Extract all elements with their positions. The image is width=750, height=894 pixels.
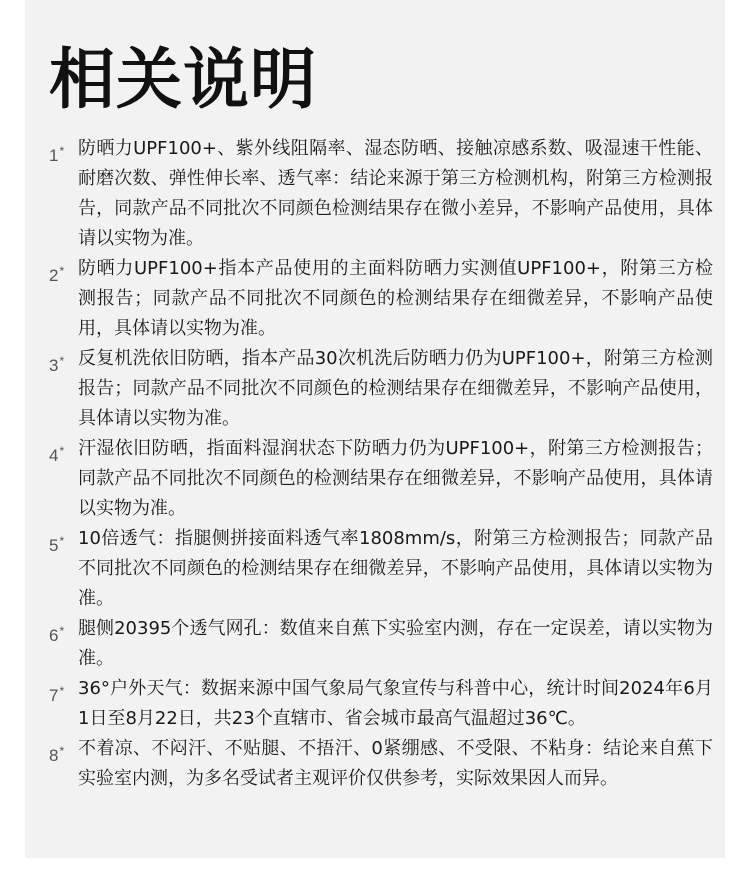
note-number: 8* (49, 744, 65, 765)
asterisk-icon: * (59, 264, 65, 278)
note-item-3 (49, 344, 713, 434)
note-item-4 (49, 434, 713, 524)
note-text: 36°户外天气：数据来源中国气象局气象宣传与科普中心，统计时间2024年6月1日至8月22日，共23个直辖市、省会城市最高气温超过36℃。 (78, 678, 713, 729)
note-text: 反复机洗依旧防晒，指本产品30次机洗后防晒力仍为UPF100+，附第三方检测报告；同款产品不同批次不同颜色的检测结果存在细微差异，不影响产品使用，具体请以实物为准。 (78, 348, 713, 429)
note-item-2 (49, 254, 713, 344)
note-text: 汗湿依旧防晒，指面料湿润状态下防晒力仍为UPF100+，附第三方检测报告；同款产品不同批次不同颜色的检测结果存在细微差异，不影响产品使用，具体请以实物为准。 (78, 438, 713, 519)
note-number: 3* (49, 354, 65, 375)
asterisk-icon: * (59, 354, 65, 368)
note-text: 10倍透气：指腿侧拼接面料透气率1808mm/s，附第三方检测报告；同款产品不同批次不同颜色的检测结果存在细微差异，不影响产品使用，具体请以实物为准。 (78, 528, 713, 609)
asterisk-icon: * (59, 444, 65, 458)
note-item-8 (49, 734, 713, 794)
note-number: 5* (49, 534, 65, 555)
note-number: 1* (49, 144, 65, 165)
note-text: 防晒力UPF100+、紫外线阻隔率、湿态防晒、接触凉感系数、吸湿速干性能、耐磨次数、弹性伸长率、透气率：结论来源于第三方检测机构，附第三方检测报告，同款产品不同批次不同颜色检测结果存在微小差异，不影响产品使用，具体请以实物为准。 (78, 138, 713, 249)
note-number: 7* (49, 684, 65, 705)
asterisk-icon: * (59, 144, 65, 158)
note-text: 防晒力UPF100+指本产品使用的主面料防晒力实测值UPF100+，附第三方检测报告；同款产品不同批次不同颜色的检测结果存在细微差异，不影响产品使用，具体请以实物为准。 (78, 258, 713, 339)
note-number: 6* (49, 624, 65, 645)
asterisk-icon: * (59, 744, 65, 758)
notes-list (49, 134, 713, 794)
page-title: 相关说明 (49, 41, 317, 118)
note-item-6 (49, 614, 713, 674)
asterisk-icon: * (59, 534, 65, 548)
note-number: 2* (49, 264, 65, 285)
note-item-7 (49, 674, 713, 734)
asterisk-icon: * (59, 684, 65, 698)
note-item-1 (49, 134, 713, 254)
note-item-5 (49, 524, 713, 614)
note-text: 不着凉、不闷汗、不贴腿、不捂汗、0紧绷感、不受限、不粘身：结论来自蕉下实验室内测，为多名受试者主观评价仅供参考，实际效果因人而异。 (78, 738, 713, 789)
note-number: 4* (49, 444, 65, 465)
asterisk-icon: * (59, 624, 65, 638)
note-text: 腿侧20395个透气网孔：数值来自蕉下实验室内测，存在一定误差，请以实物为准。 (78, 618, 713, 669)
